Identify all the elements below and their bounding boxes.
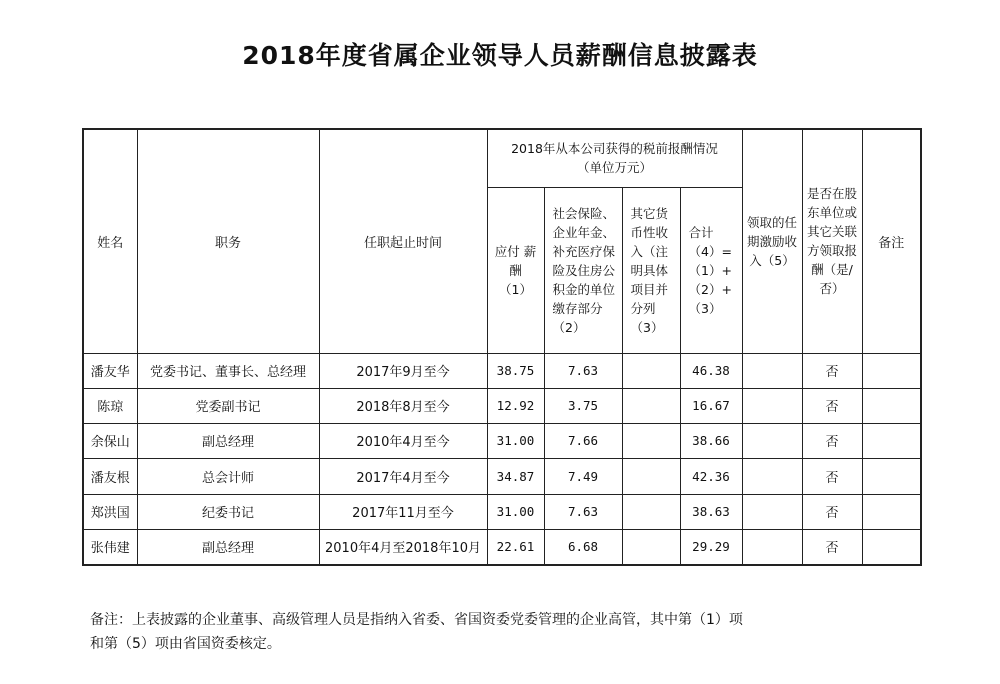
cell-total: 38.66 [680, 423, 742, 458]
cell-name: 张伟建 [83, 529, 137, 565]
cell-pay: 31.00 [487, 494, 544, 529]
salary-table [82, 128, 922, 566]
footnote-line-2: 和第（5）项由省国资委核定。 [90, 636, 281, 652]
cell-position: 总会计师 [137, 458, 319, 494]
header-incentive: 领取的任 期激励收 入（5） [742, 129, 802, 353]
cell-name: 陈琼 [83, 388, 137, 423]
cell-related: 否 [802, 529, 862, 565]
cell-total: 16.67 [680, 388, 742, 423]
cell-remark [862, 494, 921, 529]
cell-total: 29.29 [680, 529, 742, 565]
cell-position: 副总经理 [137, 529, 319, 565]
header-insurance: 社会保险、 企业年金、 补充医疗保 险及住房公 积金的单位 缴存部分 （2） [544, 187, 622, 353]
cell-related: 否 [802, 458, 862, 494]
cell-remark [862, 423, 921, 458]
cell-total: 38.63 [680, 494, 742, 529]
cell-remark [862, 458, 921, 494]
cell-name: 郑洪国 [83, 494, 137, 529]
cell-incentive [742, 353, 802, 388]
cell-pay: 38.75 [487, 353, 544, 388]
table-row [83, 529, 921, 565]
header-pretax-group [487, 129, 742, 187]
cell-related: 否 [802, 494, 862, 529]
cell-remark [862, 529, 921, 565]
header-total: 合计 （4）= （1）+ （2）+ （3） [680, 187, 742, 353]
cell-insurance: 7.63 [544, 494, 622, 529]
footnote [90, 608, 890, 656]
header-name: 姓名 [83, 129, 137, 353]
cell-position: 党委副书记 [137, 388, 319, 423]
cell-pay: 34.87 [487, 458, 544, 494]
cell-other [622, 423, 680, 458]
cell-total: 46.38 [680, 353, 742, 388]
cell-remark [862, 388, 921, 423]
cell-incentive [742, 423, 802, 458]
table-row [83, 458, 921, 494]
header-pretax-unit: （单位万元） [576, 160, 652, 176]
cell-tenure: 2017年11月至今 [319, 494, 487, 529]
cell-tenure: 2010年4月至2018年10月 [319, 529, 487, 565]
cell-name: 潘友华 [83, 353, 137, 388]
cell-tenure: 2018年8月至今 [319, 388, 487, 423]
cell-pay: 22.61 [487, 529, 544, 565]
header-position: 职务 [137, 129, 319, 353]
cell-insurance: 3.75 [544, 388, 622, 423]
cell-position: 纪委书记 [137, 494, 319, 529]
cell-incentive [742, 529, 802, 565]
page-title: 2018年度省属企业领导人员薪酬信息披露表 [242, 41, 758, 70]
table-row [83, 494, 921, 529]
cell-other [622, 458, 680, 494]
header-related-party: 是否在股 东单位或 其它关联 方领取报 酬（是/ 否） [802, 129, 862, 353]
cell-related: 否 [802, 423, 862, 458]
cell-insurance: 7.63 [544, 353, 622, 388]
table-row [83, 388, 921, 423]
table-row [83, 353, 921, 388]
cell-tenure: 2017年4月至今 [319, 458, 487, 494]
cell-position: 党委书记、董事长、总经理 [137, 353, 319, 388]
cell-tenure: 2017年9月至今 [319, 353, 487, 388]
footnote-line-1: 备注：上表披露的企业董事、高级管理人员是指纳入省委、省国资委党委管理的企业高管，其中第（1）项 [90, 612, 743, 628]
cell-pay: 31.00 [487, 423, 544, 458]
cell-incentive [742, 458, 802, 494]
cell-insurance: 7.49 [544, 458, 622, 494]
cell-incentive [742, 494, 802, 529]
cell-related: 否 [802, 353, 862, 388]
header-remark: 备注 [862, 129, 921, 353]
header-pretax-title: 2018年从本公司获得的税前报酬情况 [511, 141, 718, 157]
cell-tenure: 2010年4月至今 [319, 423, 487, 458]
cell-other [622, 529, 680, 565]
cell-other [622, 494, 680, 529]
header-payable-salary: 应付 薪 酬 （1） [487, 187, 544, 353]
cell-name: 余保山 [83, 423, 137, 458]
header-tenure: 任职起止时间 [319, 129, 487, 353]
cell-other [622, 388, 680, 423]
header-row-1 [83, 129, 921, 187]
cell-other [622, 353, 680, 388]
cell-remark [862, 353, 921, 388]
table-row [83, 423, 921, 458]
cell-pay: 12.92 [487, 388, 544, 423]
cell-name: 潘友根 [83, 458, 137, 494]
cell-insurance: 6.68 [544, 529, 622, 565]
cell-insurance: 7.66 [544, 423, 622, 458]
header-other-income: 其它货 币性收 入（注 明具体 项目并 分列 （3） [622, 187, 680, 353]
cell-total: 42.36 [680, 458, 742, 494]
cell-incentive [742, 388, 802, 423]
cell-position: 副总经理 [137, 423, 319, 458]
cell-related: 否 [802, 388, 862, 423]
